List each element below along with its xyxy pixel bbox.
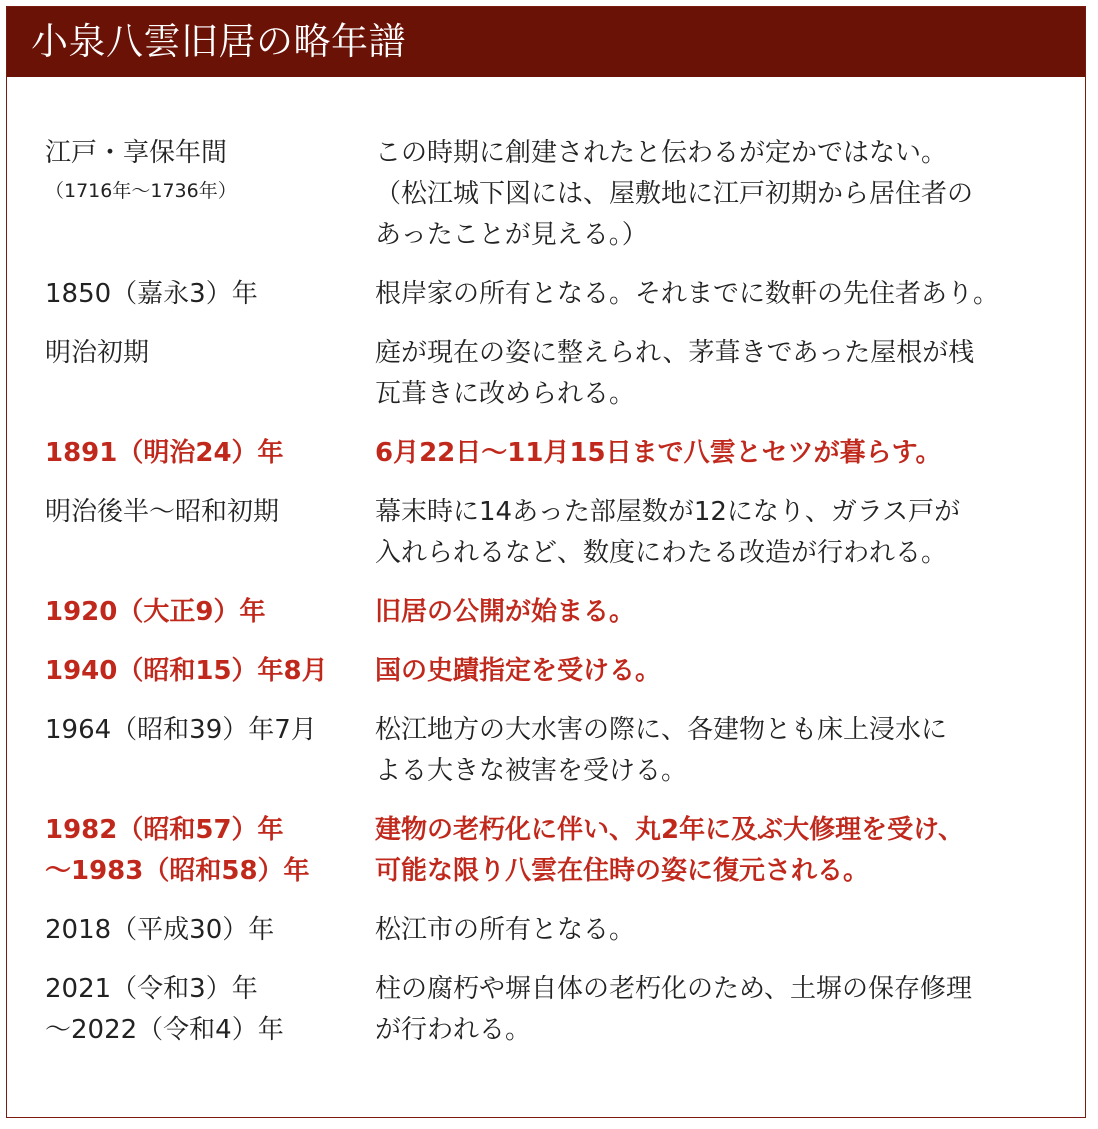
row-description bbox=[375, 492, 1055, 574]
date-line: 〜2022（令和4）年 bbox=[45, 1015, 284, 1045]
description-line: 幕末時に14あった部屋数が12になり、ガラス戸が bbox=[375, 497, 961, 527]
row-date bbox=[45, 910, 375, 951]
row-date bbox=[45, 333, 375, 415]
row-date bbox=[45, 651, 375, 692]
date-line: 1982（昭和57）年 bbox=[45, 815, 284, 845]
description-line: 旧居の公開が始まる。 bbox=[375, 597, 636, 627]
description-line: 建物の老朽化に伴い、丸2年に及ぶ大修理を受け、 bbox=[375, 815, 965, 845]
timeline-row bbox=[45, 910, 1055, 951]
description-line: 国の史蹟指定を受ける。 bbox=[375, 656, 662, 686]
row-description bbox=[375, 651, 1055, 692]
description-line: 庭が現在の姿に整えられ、茅葺きであった屋根が桟 bbox=[375, 338, 975, 368]
description-line: 柱の腐朽や塀自体の老朽化のため、土塀の保存修理 bbox=[375, 974, 972, 1004]
row-description bbox=[375, 710, 1055, 792]
description-line: 6月22日〜11月15日まで八雲とセツが暮らす。 bbox=[375, 438, 942, 468]
date-line: 明治初期 bbox=[45, 338, 150, 368]
description-line: 瓦葺きに改められる。 bbox=[375, 379, 636, 409]
description-line: あったことが見える。） bbox=[375, 220, 648, 250]
row-date bbox=[45, 710, 375, 792]
timeline-row bbox=[45, 710, 1055, 792]
row-description bbox=[375, 274, 1055, 315]
timeline-row bbox=[45, 333, 1055, 415]
description-line: 根岸家の所有となる。それまでに数軒の先住者あり。 bbox=[375, 279, 1000, 309]
row-description bbox=[375, 592, 1055, 633]
timeline-row-highlight bbox=[45, 810, 1055, 892]
timeline-row bbox=[45, 969, 1055, 1051]
row-description bbox=[375, 810, 1055, 892]
row-description bbox=[375, 333, 1055, 415]
description-line: この時期に創建されたと伝わるが定かではない。 bbox=[375, 138, 948, 168]
timeline-row bbox=[45, 274, 1055, 315]
row-description bbox=[375, 969, 1055, 1051]
timeline-row-highlight bbox=[45, 592, 1055, 633]
date-line: 〜1983（昭和58）年 bbox=[45, 856, 310, 886]
description-line: が行われる。 bbox=[375, 1015, 532, 1045]
description-line: （松江城下図には、屋敷地に江戸初期から居住者の bbox=[375, 179, 974, 209]
row-date bbox=[45, 492, 375, 574]
timeline-list bbox=[45, 133, 1055, 1069]
row-date bbox=[45, 969, 375, 1051]
timeline-row bbox=[45, 133, 1055, 256]
description-line: 入れられるなど、数度にわたる改造が行われる。 bbox=[375, 538, 948, 568]
row-date bbox=[45, 133, 375, 256]
row-date bbox=[45, 433, 375, 474]
date-line: 2018（平成30）年 bbox=[45, 915, 275, 945]
description-line: 松江市の所有となる。 bbox=[375, 915, 636, 945]
description-line: よる大きな被害を受ける。 bbox=[375, 756, 688, 786]
date-line: 1920（大正9）年 bbox=[45, 597, 266, 627]
date-line: 江戸・享保年間 bbox=[45, 138, 228, 168]
row-description bbox=[375, 433, 1055, 474]
timeline-frame bbox=[6, 6, 1086, 1118]
description-line: 松江地方の大水害の際に、各建物とも床上浸水に bbox=[375, 715, 948, 745]
date-range-note: （1716年〜1736年） bbox=[45, 180, 237, 202]
date-line: 1940（昭和15）年8月 bbox=[45, 656, 328, 686]
page-title: 小泉八雲旧居の略年譜 bbox=[7, 7, 1085, 77]
row-date bbox=[45, 592, 375, 633]
row-description bbox=[375, 910, 1055, 951]
row-date bbox=[45, 274, 375, 315]
row-date bbox=[45, 810, 375, 892]
timeline-row-highlight bbox=[45, 433, 1055, 474]
date-line: 2021（令和3）年 bbox=[45, 974, 258, 1004]
description-line: 可能な限り八雲在住時の姿に復元される。 bbox=[375, 856, 870, 886]
date-line: 1964（昭和39）年7月 bbox=[45, 715, 317, 745]
date-line: 明治後半〜昭和初期 bbox=[45, 497, 280, 527]
timeline-row bbox=[45, 492, 1055, 574]
date-line: 1891（明治24）年 bbox=[45, 438, 284, 468]
row-description bbox=[375, 133, 1055, 256]
date-line: 1850（嘉永3）年 bbox=[45, 279, 258, 309]
timeline-row-highlight bbox=[45, 651, 1055, 692]
